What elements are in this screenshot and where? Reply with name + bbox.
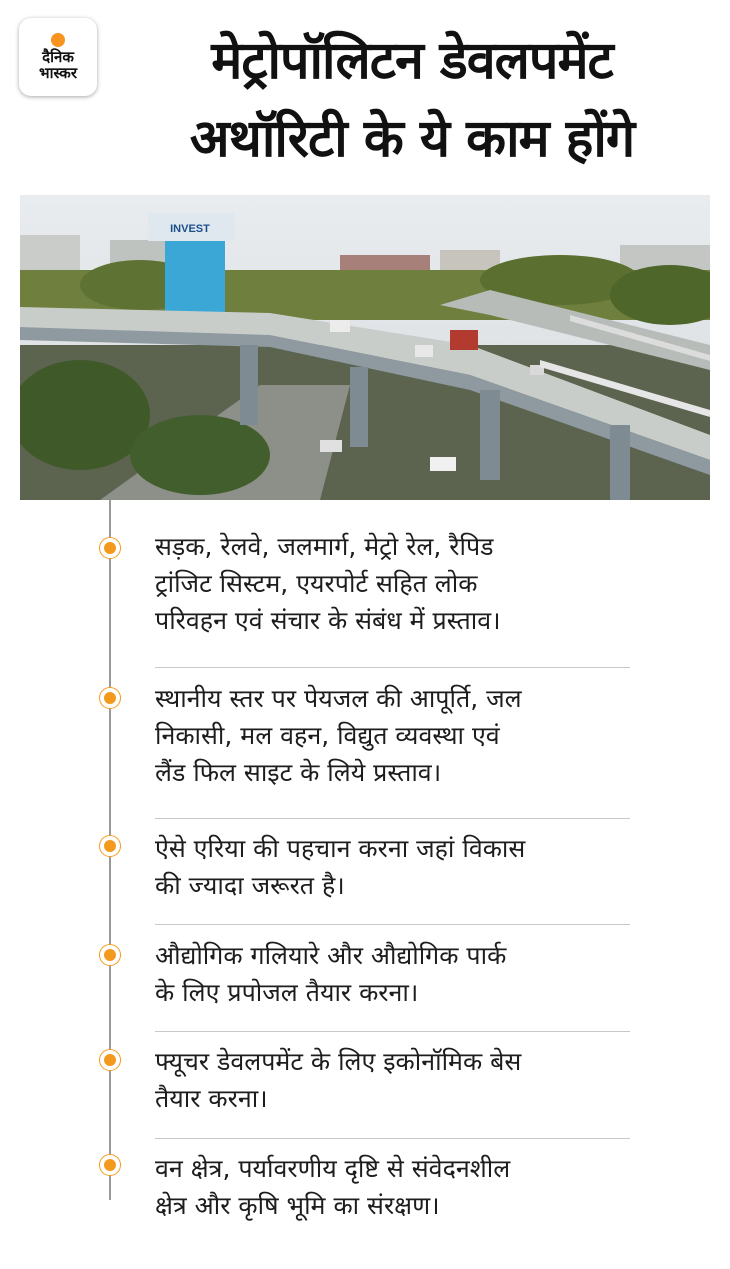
divider [155, 924, 630, 925]
divider [155, 1031, 630, 1032]
item-text: ऐसे एरिया की पहचान करना जहां विकास की ज्यादा जरूरत है। [155, 834, 526, 900]
dainik-bhaskar-logo [19, 18, 97, 96]
item-text: सड़क, रेलवे, जलमार्ग, मेट्रो रेल, रैपिड ट्रांजिट सिस्टम, एयरपोर्ट सहित लोक परिवहन एवं संचार के संबंध में प्रस्ताव। [155, 532, 501, 635]
divider [155, 667, 630, 668]
divider [155, 1138, 630, 1139]
item-text: स्थानीय स्तर पर पेयजल की आपूर्ति, जल निकासी, मल वहन, विद्युत व्यवस्था एवं लैंड फिल साइट के लिये प्रस्ताव। [155, 684, 522, 787]
logo-sun-icon [51, 33, 65, 47]
flyover-photo [20, 195, 710, 500]
bullet-dot-icon [100, 836, 120, 856]
bullet-dot-icon [100, 538, 120, 558]
divider [155, 818, 630, 819]
bullet-dot-icon [100, 688, 120, 708]
bullet-dot-icon [100, 1155, 120, 1175]
bullet-dot-icon [100, 945, 120, 965]
logo-line-2: भास्कर [39, 64, 77, 82]
flyover-illustration [20, 195, 710, 500]
title-line-1: मेट्रोपॉलिटन डेवलपमेंट [211, 31, 613, 91]
item-text: वन क्षेत्र, पर्यावरणीय दृष्टि से संवेदनशील क्षेत्र और कृषि भूमि का संरक्षण। [155, 1154, 511, 1220]
bullet-dot-icon [100, 1050, 120, 1070]
title-line-2: अथॉरिटी के ये काम होंगे [189, 109, 635, 169]
item-text: फ्यूचर डेवलपमेंट के लिए इकोनॉमिक बेस तैयार करना। [155, 1047, 522, 1113]
billboard-text: INVEST [170, 223, 210, 235]
item-text: औद्योगिक गलियारे और औद्योगिक पार्क के लिए प्रपोजल तैयार करना। [155, 941, 507, 1007]
logo-line-1: दैनिक [42, 48, 74, 66]
page-title [112, 22, 712, 178]
